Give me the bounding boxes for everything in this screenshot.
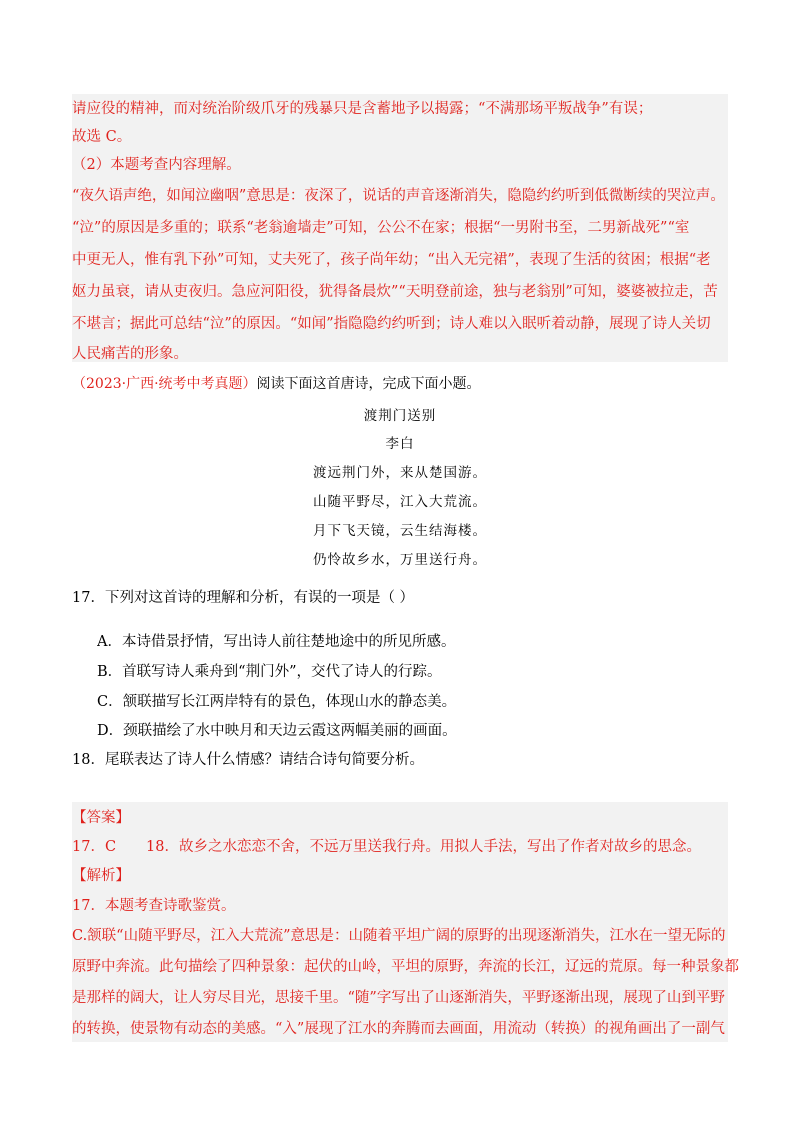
analysis-line: C.颔联“山随平野尽，江入大荒流”意思是：山随着平坦广阔的原野的出现逐渐消失，江水在一望无际的 <box>72 928 726 944</box>
answer-label: 【答案】 <box>72 810 130 826</box>
emphasis-char: 有 <box>293 590 308 606</box>
answer-q17: 17．C <box>72 839 117 855</box>
q17-stem-after: 的一项是（ ） <box>322 590 415 606</box>
q17-option-d[interactable]: D．颈联描绘了水中映月和天边云霞这两幅美丽的画面。 <box>97 723 457 739</box>
analysis-line: “夜久语声绝，如闻泣幽咽”意思是：夜深了，说话的声音逐渐消失，隐隐约约听到低微断续的哭泣声。 <box>72 188 725 204</box>
question-source: （2023·广西·统考中考真题） <box>72 376 257 392</box>
analysis-line: 故选 C。 <box>72 129 132 145</box>
analysis-line: 是那样的阔大，让人穷尽目光，思接千里。“随”字写出了山逐渐消失，平野逐渐出现，展现了山到平野 <box>72 990 725 1006</box>
answer-line <box>72 835 701 856</box>
question-instruction: 阅读下面这首唐诗，完成下面小题。 <box>256 376 481 392</box>
q17-stem <box>72 586 728 607</box>
q17-option-b[interactable]: B．首联写诗人乘舟到“荆门外”，交代了诗人的行踪。 <box>97 664 442 680</box>
question-intro <box>72 373 728 393</box>
analysis-line: （2）本题考查内容理解。 <box>72 157 241 173</box>
answer-q18: 18．故乡之水恋恋不舍，不远万里送我行舟。用拟人手法，写出了作者对故乡的思念。 <box>146 839 701 855</box>
answer-section <box>72 802 739 1042</box>
poem-line: 渡远荆门外，来从楚国游。 <box>313 465 487 481</box>
analysis-line: “泣”的原因是多重的；联系“老翁逾墙走”可知，公公不在家；根据“一男附书至，二男新战死”“室 <box>72 220 690 236</box>
q17-option-a[interactable]: A．本诗借景抒情，写出诗人前往楚地途中的所见所感。 <box>97 634 456 650</box>
analysis-line: 17．本题考查诗歌鉴赏。 <box>72 898 236 914</box>
poem-line: 山随平野尽，江入大荒流。 <box>313 494 487 510</box>
q17-option-c[interactable]: C．颔联描写长江两岸特有的景色，体现山水的静态美。 <box>97 694 457 710</box>
poem-title: 渡荆门送别 <box>363 408 437 424</box>
poem-author: 李白 <box>385 436 415 452</box>
previous-analysis-block <box>72 94 728 362</box>
poem-line: 仍怜故乡水，万里送行舟。 <box>313 552 487 568</box>
analysis-label: 【解析】 <box>72 868 130 884</box>
analysis-line: 原野中奔流。此句描绘了四种景象：起伏的山岭，平坦的原野，奔流的长江，辽远的荒原。每一种景象都 <box>72 959 739 975</box>
analysis-line: 不堪言；据此可总结“泣”的原因。“如闻”指隐隐约约听到；诗人难以入眠听着动静，展现了诗人关切 <box>72 316 711 332</box>
analysis-line: 妪力虽衰，请从吏夜归。急应河阳役，犹得备晨炊”“天明登前途，独与老翁别”可知，婆婆被拉走，苦 <box>72 284 718 300</box>
q17-stem-before: 17．下列对这首诗的理解和分析， <box>72 590 294 606</box>
poem-line: 月下飞天镜，云生结海楼。 <box>313 523 487 539</box>
analysis-line: 人民痛苦的形象。 <box>72 346 188 362</box>
emphasis-char: 误 <box>307 590 323 606</box>
analysis-line: 中更无人，惟有乳下孙”可知，丈夫死了，孩子尚年幼；“出入无完裙”，表现了生活的贫困；根据“老 <box>72 252 711 268</box>
q18-stem: 18．尾联表达了诗人什么情感？请结合诗句简要分析。 <box>72 752 424 768</box>
analysis-line: 的转换，使景物有动态的美感。“入”展现了江水的奔腾而去画面，用流动（转换）的视角画出了一副气 <box>72 1021 725 1037</box>
analysis-line: 请应役的精神，而对统治阶级爪牙的残暴只是含蓄地予以揭露；“不满那场平叛战争”有误； <box>72 101 653 117</box>
